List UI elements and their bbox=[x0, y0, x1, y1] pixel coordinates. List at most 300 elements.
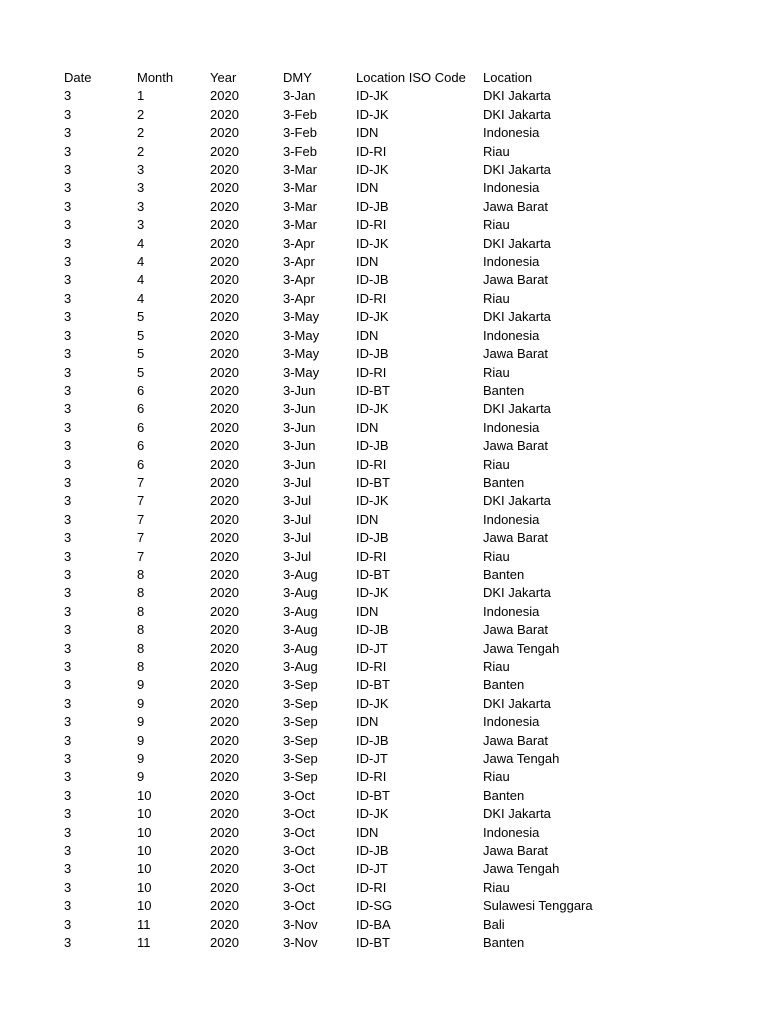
location-cell: Jawa Barat bbox=[483, 843, 549, 859]
table-row bbox=[64, 87, 633, 105]
month-cell: 11 bbox=[137, 935, 151, 951]
month-cell: 7 bbox=[137, 474, 145, 490]
table-row bbox=[64, 382, 633, 400]
year-cell: 2020 bbox=[210, 935, 239, 951]
table-body bbox=[64, 87, 633, 952]
month-cell: 5 bbox=[137, 309, 145, 325]
year-cell: 2020 bbox=[210, 548, 239, 564]
location-cell: Banten bbox=[483, 382, 525, 398]
location-cell: Jawa Tengah bbox=[483, 861, 560, 877]
location-cell: Indonesia bbox=[483, 714, 540, 730]
dmy-cell: 3-Aug bbox=[283, 640, 318, 656]
dmy-cell: 3-Oct bbox=[283, 843, 315, 859]
table-row bbox=[64, 621, 633, 639]
location-iso-code-cell: ID-JK bbox=[356, 695, 389, 711]
location-cell: Bali bbox=[483, 916, 505, 932]
location-cell: Riau bbox=[483, 143, 510, 159]
location-iso-code-cell: IDN bbox=[356, 254, 379, 270]
table-row bbox=[64, 124, 633, 142]
date-cell: 3 bbox=[64, 309, 72, 325]
dmy-cell: 3-Jul bbox=[283, 530, 312, 546]
table-row bbox=[64, 897, 633, 915]
month-cell: 10 bbox=[137, 843, 152, 859]
dmy-cell: 3-Apr bbox=[283, 235, 315, 251]
year-cell: 2020 bbox=[210, 843, 239, 859]
column-header-dmy: DMY bbox=[283, 70, 312, 85]
table-row bbox=[64, 419, 633, 437]
month-cell: 7 bbox=[137, 548, 145, 564]
location-iso-code-cell: ID-JK bbox=[356, 106, 389, 122]
location-cell: Indonesia bbox=[483, 125, 540, 141]
year-cell: 2020 bbox=[210, 272, 239, 288]
month-cell: 8 bbox=[137, 585, 145, 601]
dmy-cell: 3-Mar bbox=[283, 198, 317, 214]
dmy-cell: 3-Apr bbox=[283, 272, 315, 288]
table-row bbox=[64, 437, 633, 455]
dmy-cell: 3-Feb bbox=[283, 106, 317, 122]
location-cell: DKI Jakarta bbox=[483, 806, 551, 822]
location-iso-code-cell: ID-BA bbox=[356, 916, 391, 932]
dmy-cell: 3-Jul bbox=[283, 493, 312, 509]
month-cell: 9 bbox=[137, 714, 145, 730]
location-cell: DKI Jakarta bbox=[483, 695, 551, 711]
year-cell: 2020 bbox=[210, 769, 239, 785]
date-cell: 3 bbox=[64, 162, 72, 178]
date-cell: 3 bbox=[64, 290, 72, 306]
date-cell: 3 bbox=[64, 916, 72, 932]
date-cell: 3 bbox=[64, 88, 72, 104]
year-cell: 2020 bbox=[210, 898, 239, 914]
location-iso-code-cell: ID-BT bbox=[356, 677, 390, 693]
table-row bbox=[64, 364, 633, 382]
month-cell: 4 bbox=[137, 290, 145, 306]
location-iso-code-cell: ID-JB bbox=[356, 843, 389, 859]
dmy-cell: 3-Apr bbox=[283, 290, 315, 306]
month-cell: 11 bbox=[137, 916, 151, 932]
date-cell: 3 bbox=[64, 677, 72, 693]
table-row bbox=[64, 584, 633, 602]
location-cell: Riau bbox=[483, 769, 510, 785]
location-cell: DKI Jakarta bbox=[483, 88, 551, 104]
date-cell: 3 bbox=[64, 824, 72, 840]
data-table bbox=[64, 69, 633, 953]
dmy-cell: 3-Sep bbox=[283, 695, 318, 711]
dmy-cell: 3-Oct bbox=[283, 824, 315, 840]
table-row bbox=[64, 271, 633, 289]
location-cell: Banten bbox=[483, 935, 525, 951]
location-iso-code-cell: ID-BT bbox=[356, 787, 390, 803]
column-header-year: Year bbox=[210, 70, 237, 85]
month-cell: 4 bbox=[137, 235, 145, 251]
location-iso-code-cell: IDN bbox=[356, 180, 379, 196]
date-cell: 3 bbox=[64, 622, 72, 638]
location-cell: Indonesia bbox=[483, 327, 540, 343]
date-cell: 3 bbox=[64, 382, 72, 398]
month-cell: 2 bbox=[137, 143, 145, 159]
month-cell: 7 bbox=[137, 530, 145, 546]
month-cell: 5 bbox=[137, 346, 145, 362]
table-row bbox=[64, 106, 633, 124]
location-cell: Indonesia bbox=[483, 603, 540, 619]
location-iso-code-cell: ID-RI bbox=[356, 456, 387, 472]
month-cell: 9 bbox=[137, 695, 145, 711]
table-row bbox=[64, 860, 633, 878]
table-row bbox=[64, 474, 633, 492]
date-cell: 3 bbox=[64, 180, 72, 196]
dmy-cell: 3-May bbox=[283, 327, 320, 343]
location-cell: Indonesia bbox=[483, 180, 540, 196]
column-header-month: Month bbox=[137, 70, 174, 85]
month-cell: 6 bbox=[137, 382, 145, 398]
month-cell: 3 bbox=[137, 180, 145, 196]
dmy-cell: 3-Aug bbox=[283, 603, 318, 619]
year-cell: 2020 bbox=[210, 732, 239, 748]
year-cell: 2020 bbox=[210, 290, 239, 306]
year-cell: 2020 bbox=[210, 419, 239, 435]
dmy-cell: 3-Sep bbox=[283, 677, 318, 693]
date-cell: 3 bbox=[64, 419, 72, 435]
year-cell: 2020 bbox=[210, 456, 239, 472]
year-cell: 2020 bbox=[210, 566, 239, 582]
year-cell: 2020 bbox=[210, 677, 239, 693]
location-iso-code-cell: ID-RI bbox=[356, 143, 387, 159]
location-iso-code-cell: IDN bbox=[356, 125, 379, 141]
location-iso-code-cell: IDN bbox=[356, 824, 379, 840]
table-row bbox=[64, 492, 633, 510]
year-cell: 2020 bbox=[210, 125, 239, 141]
table-row bbox=[64, 253, 633, 271]
year-cell: 2020 bbox=[210, 787, 239, 803]
location-iso-code-cell: ID-JK bbox=[356, 585, 389, 601]
month-cell: 5 bbox=[137, 327, 145, 343]
dmy-cell: 3-Oct bbox=[283, 898, 315, 914]
month-cell: 10 bbox=[137, 806, 152, 822]
location-iso-code-cell: ID-JB bbox=[356, 346, 389, 362]
year-cell: 2020 bbox=[210, 879, 239, 895]
year-cell: 2020 bbox=[210, 254, 239, 270]
location-cell: DKI Jakarta bbox=[483, 585, 551, 601]
date-cell: 3 bbox=[64, 714, 72, 730]
year-cell: 2020 bbox=[210, 198, 239, 214]
year-cell: 2020 bbox=[210, 309, 239, 325]
year-cell: 2020 bbox=[210, 364, 239, 380]
location-iso-code-cell: ID-BT bbox=[356, 566, 390, 582]
year-cell: 2020 bbox=[210, 530, 239, 546]
dmy-cell: 3-Feb bbox=[283, 125, 317, 141]
location-cell: Banten bbox=[483, 474, 525, 490]
location-iso-code-cell: ID-RI bbox=[356, 659, 387, 674]
column-header-location: Location bbox=[483, 70, 533, 85]
month-cell: 9 bbox=[137, 769, 145, 785]
location-cell: Sulawesi Tenggara bbox=[483, 898, 593, 914]
location-iso-code-cell: ID-BT bbox=[356, 935, 390, 951]
location-cell: Jawa Barat bbox=[483, 346, 549, 362]
year-cell: 2020 bbox=[210, 143, 239, 159]
month-cell: 10 bbox=[137, 824, 152, 840]
location-cell: DKI Jakarta bbox=[483, 401, 551, 417]
location-cell: Jawa Barat bbox=[483, 272, 549, 288]
dmy-cell: 3-Jun bbox=[283, 382, 316, 398]
table-row bbox=[64, 400, 633, 418]
date-cell: 3 bbox=[64, 143, 72, 159]
dmy-cell: 3-Jun bbox=[283, 419, 316, 435]
year-cell: 2020 bbox=[210, 474, 239, 490]
location-cell: Riau bbox=[483, 456, 510, 472]
dmy-cell: 3-Apr bbox=[283, 254, 315, 270]
date-cell: 3 bbox=[64, 401, 72, 417]
location-iso-code-cell: ID-RI bbox=[356, 879, 387, 895]
date-cell: 3 bbox=[64, 861, 72, 877]
location-cell: DKI Jakarta bbox=[483, 162, 551, 178]
table-row bbox=[64, 345, 633, 363]
table-row bbox=[64, 787, 633, 805]
location-iso-code-cell: ID-JB bbox=[356, 272, 389, 288]
year-cell: 2020 bbox=[210, 438, 239, 454]
date-cell: 3 bbox=[64, 272, 72, 288]
table-row bbox=[64, 179, 633, 197]
month-cell: 10 bbox=[137, 879, 152, 895]
location-iso-code-cell: ID-RI bbox=[356, 217, 387, 233]
location-cell: Jawa Barat bbox=[483, 438, 549, 454]
year-cell: 2020 bbox=[210, 824, 239, 840]
month-cell: 2 bbox=[137, 106, 145, 122]
table-row bbox=[64, 548, 633, 566]
date-cell: 3 bbox=[64, 640, 72, 656]
table-row bbox=[64, 658, 633, 676]
date-cell: 3 bbox=[64, 125, 72, 141]
date-cell: 3 bbox=[64, 346, 72, 362]
location-iso-code-cell: ID-RI bbox=[356, 548, 387, 564]
date-cell: 3 bbox=[64, 751, 72, 767]
location-cell: Banten bbox=[483, 566, 525, 582]
table-row bbox=[64, 603, 633, 621]
date-cell: 3 bbox=[64, 806, 72, 822]
date-cell: 3 bbox=[64, 198, 72, 214]
location-iso-code-cell: ID-JB bbox=[356, 198, 389, 214]
location-iso-code-cell: IDN bbox=[356, 419, 379, 435]
table-row bbox=[64, 805, 633, 823]
date-cell: 3 bbox=[64, 235, 72, 251]
date-cell: 3 bbox=[64, 769, 72, 785]
location-cell: Jawa Barat bbox=[483, 732, 549, 748]
date-cell: 3 bbox=[64, 493, 72, 509]
table-row bbox=[64, 235, 633, 253]
table-row bbox=[64, 824, 633, 842]
dmy-cell: 3-Jul bbox=[283, 511, 312, 527]
dmy-cell: 3-Nov bbox=[283, 935, 318, 951]
year-cell: 2020 bbox=[210, 751, 239, 767]
location-cell: Riau bbox=[483, 290, 510, 306]
month-cell: 6 bbox=[137, 456, 145, 472]
location-cell: Jawa Barat bbox=[483, 198, 549, 214]
date-cell: 3 bbox=[64, 106, 72, 122]
table-row bbox=[64, 934, 633, 952]
location-cell: Banten bbox=[483, 677, 525, 693]
date-cell: 3 bbox=[64, 438, 72, 454]
month-cell: 4 bbox=[137, 272, 145, 288]
location-iso-code-cell: ID-JB bbox=[356, 530, 389, 546]
date-cell: 3 bbox=[64, 843, 72, 859]
location-iso-code-cell: ID-JB bbox=[356, 438, 389, 454]
date-cell: 3 bbox=[64, 511, 72, 527]
month-cell: 10 bbox=[137, 861, 152, 877]
location-cell: Banten bbox=[483, 787, 525, 803]
table-row bbox=[64, 640, 633, 658]
location-iso-code-cell: ID-JK bbox=[356, 162, 389, 178]
location-iso-code-cell: ID-JK bbox=[356, 401, 389, 417]
location-iso-code-cell: ID-JB bbox=[356, 622, 389, 638]
date-cell: 3 bbox=[64, 364, 72, 380]
location-cell: DKI Jakarta bbox=[483, 235, 551, 251]
table-row bbox=[64, 713, 633, 731]
month-cell: 8 bbox=[137, 659, 145, 674]
year-cell: 2020 bbox=[210, 401, 239, 417]
date-cell: 3 bbox=[64, 787, 72, 803]
year-cell: 2020 bbox=[210, 327, 239, 343]
location-iso-code-cell: ID-RI bbox=[356, 769, 387, 785]
dmy-cell: 3-May bbox=[283, 309, 320, 325]
location-iso-code-cell: ID-JK bbox=[356, 493, 389, 509]
location-iso-code-cell: IDN bbox=[356, 714, 379, 730]
month-cell: 8 bbox=[137, 603, 145, 619]
year-cell: 2020 bbox=[210, 806, 239, 822]
location-cell: Jawa Barat bbox=[483, 530, 549, 546]
dmy-cell: 3-Jun bbox=[283, 401, 316, 417]
location-iso-code-cell: ID-RI bbox=[356, 290, 387, 306]
dmy-cell: 3-Sep bbox=[283, 769, 318, 785]
table-row bbox=[64, 879, 633, 897]
year-cell: 2020 bbox=[210, 511, 239, 527]
dmy-cell: 3-Sep bbox=[283, 751, 318, 767]
year-cell: 2020 bbox=[210, 640, 239, 656]
column-header-location-iso-code: Location ISO Code bbox=[356, 70, 466, 85]
month-cell: 6 bbox=[137, 401, 145, 417]
location-cell: Riau bbox=[483, 217, 510, 233]
location-iso-code-cell: ID-JK bbox=[356, 806, 389, 822]
month-cell: 10 bbox=[137, 787, 152, 803]
date-cell: 3 bbox=[64, 217, 72, 233]
date-cell: 3 bbox=[64, 327, 72, 343]
dmy-cell: 3-Sep bbox=[283, 714, 318, 730]
year-cell: 2020 bbox=[210, 916, 239, 932]
dmy-cell: 3-Jun bbox=[283, 438, 316, 454]
location-iso-code-cell: ID-JK bbox=[356, 235, 389, 251]
column-header-date: Date bbox=[64, 70, 92, 85]
year-cell: 2020 bbox=[210, 493, 239, 509]
date-cell: 3 bbox=[64, 603, 72, 619]
location-cell: Jawa Tengah bbox=[483, 751, 560, 767]
dmy-cell: 3-Jul bbox=[283, 474, 312, 490]
month-cell: 6 bbox=[137, 438, 145, 454]
month-cell: 2 bbox=[137, 125, 145, 141]
year-cell: 2020 bbox=[210, 714, 239, 730]
month-cell: 8 bbox=[137, 622, 145, 638]
dmy-cell: 3-Oct bbox=[283, 787, 315, 803]
location-iso-code-cell: ID-BT bbox=[356, 382, 390, 398]
location-cell: Riau bbox=[483, 659, 510, 674]
location-cell: Indonesia bbox=[483, 824, 540, 840]
month-cell: 3 bbox=[137, 162, 145, 178]
month-cell: 3 bbox=[137, 217, 145, 233]
location-iso-code-cell: IDN bbox=[356, 327, 379, 343]
location-iso-code-cell: ID-JK bbox=[356, 88, 389, 104]
month-cell: 9 bbox=[137, 677, 145, 693]
month-cell: 9 bbox=[137, 732, 145, 748]
date-cell: 3 bbox=[64, 695, 72, 711]
date-cell: 3 bbox=[64, 548, 72, 564]
location-iso-code-cell: ID-JK bbox=[356, 309, 389, 325]
location-iso-code-cell: ID-JB bbox=[356, 732, 389, 748]
month-cell: 10 bbox=[137, 898, 152, 914]
table-row bbox=[64, 676, 633, 694]
year-cell: 2020 bbox=[210, 346, 239, 362]
month-cell: 4 bbox=[137, 254, 145, 270]
location-iso-code-cell: IDN bbox=[356, 511, 379, 527]
month-cell: 8 bbox=[137, 640, 145, 656]
table-row bbox=[64, 327, 633, 345]
date-cell: 3 bbox=[64, 585, 72, 601]
dmy-cell: 3-Aug bbox=[283, 659, 318, 674]
date-cell: 3 bbox=[64, 898, 72, 914]
dmy-cell: 3-Nov bbox=[283, 916, 318, 932]
table-row bbox=[64, 198, 633, 216]
location-cell: DKI Jakarta bbox=[483, 309, 551, 325]
location-cell: DKI Jakarta bbox=[483, 106, 551, 122]
year-cell: 2020 bbox=[210, 622, 239, 638]
location-iso-code-cell: ID-RI bbox=[356, 364, 387, 380]
year-cell: 2020 bbox=[210, 106, 239, 122]
location-iso-code-cell: ID-JT bbox=[356, 640, 388, 656]
date-cell: 3 bbox=[64, 530, 72, 546]
table-row bbox=[64, 695, 633, 713]
table-row bbox=[64, 732, 633, 750]
table-row bbox=[64, 290, 633, 308]
table-row bbox=[64, 161, 633, 179]
table-row bbox=[64, 216, 633, 234]
dmy-cell: 3-Feb bbox=[283, 143, 317, 159]
dmy-cell: 3-May bbox=[283, 364, 320, 380]
month-cell: 7 bbox=[137, 511, 145, 527]
location-cell: DKI Jakarta bbox=[483, 493, 551, 509]
date-cell: 3 bbox=[64, 935, 72, 951]
location-iso-code-cell: ID-JT bbox=[356, 861, 388, 877]
year-cell: 2020 bbox=[210, 382, 239, 398]
date-cell: 3 bbox=[64, 659, 72, 674]
header-row bbox=[64, 69, 633, 87]
year-cell: 2020 bbox=[210, 585, 239, 601]
date-cell: 3 bbox=[64, 566, 72, 582]
location-iso-code-cell: ID-SG bbox=[356, 898, 393, 914]
location-cell: Riau bbox=[483, 548, 510, 564]
month-cell: 3 bbox=[137, 198, 145, 214]
date-cell: 3 bbox=[64, 879, 72, 895]
table-row bbox=[64, 566, 633, 584]
location-cell: Jawa Tengah bbox=[483, 640, 560, 656]
spreadsheet-page bbox=[64, 69, 633, 953]
year-cell: 2020 bbox=[210, 88, 239, 104]
location-iso-code-cell: ID-BT bbox=[356, 474, 390, 490]
table-row bbox=[64, 511, 633, 529]
location-cell: Jawa Barat bbox=[483, 622, 549, 638]
location-cell: Indonesia bbox=[483, 254, 540, 270]
dmy-cell: 3-Jul bbox=[283, 548, 312, 564]
dmy-cell: 3-Oct bbox=[283, 879, 315, 895]
month-cell: 6 bbox=[137, 419, 145, 435]
table-row bbox=[64, 456, 633, 474]
table-row bbox=[64, 529, 633, 547]
date-cell: 3 bbox=[64, 456, 72, 472]
year-cell: 2020 bbox=[210, 162, 239, 178]
